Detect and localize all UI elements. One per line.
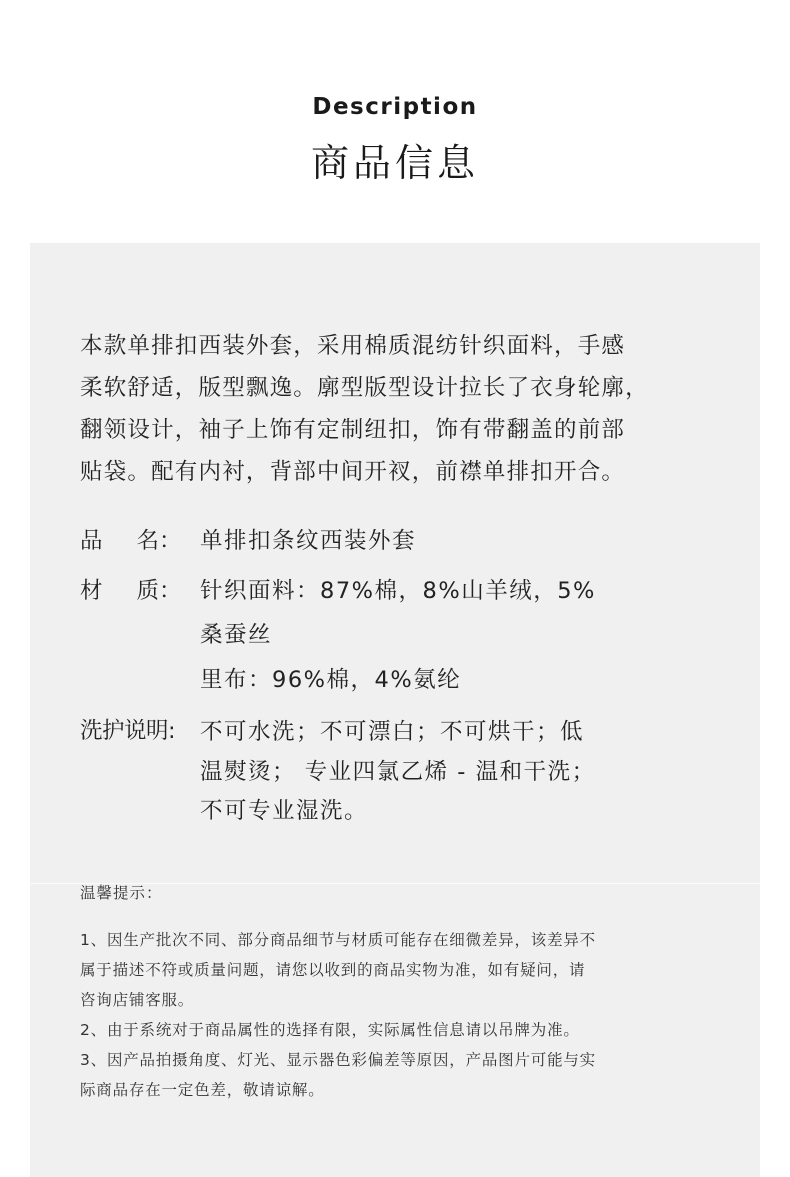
- spec-value-name: 单排扣条纹西装外套: [200, 528, 417, 554]
- spec-label-material-b: 质：: [136, 578, 182, 604]
- spec-label-name: [80, 523, 182, 555]
- product-intro: [80, 325, 720, 493]
- spec-label-material: [80, 573, 182, 605]
- tip-line: 咨询店铺客服。: [80, 991, 195, 1009]
- tips-list: [80, 925, 730, 1105]
- spec-value-care-line: 温熨烫； 专业四氯乙烯 - 温和干洗；: [200, 759, 596, 785]
- intro-line: 翻领设计，袖子上饰有定制纽扣，饰有带翻盖的前部: [80, 417, 626, 443]
- intro-line: 本款单排扣西装外套，采用棉质混纺针织面料，手感: [80, 333, 626, 359]
- spec-value-material-line: 针织面料：87%棉，8%山羊绒，5%: [200, 578, 596, 604]
- tip-line: 1、因生产批次不同、部分商品细节与材质可能存在细微差异，该差异不: [80, 931, 596, 949]
- tip-line: 3、因产品拍摄角度、灯光、显示器色彩偏差等原因，产品图片可能与实: [80, 1051, 596, 1069]
- intro-line: 柔软舒适，版型飘逸。廓型版型设计拉长了衣身轮廓，: [80, 375, 649, 401]
- spec-label-material-a: 材: [80, 578, 103, 604]
- intro-line: 贴袋。配有内衬，背部中间开衩，前襟单排扣开合。: [80, 459, 626, 485]
- description-heading-en: Description: [312, 94, 478, 120]
- tips-title: 温馨提示：: [80, 884, 163, 902]
- tip-line: 际商品存在一定色差，敬请谅解。: [80, 1081, 325, 1099]
- spec-value-material-line: 桑蚕丝: [200, 622, 273, 648]
- spec-value-care-line: 不可专业湿洗。: [200, 798, 369, 824]
- description-panel: [30, 243, 760, 1177]
- tip-line: 属于描述不符或质量问题，请您以收到的商品实物为准，如有疑问，请: [80, 961, 586, 979]
- spec-value-care-line: 不可水洗；不可漂白；不可烘干；低: [200, 719, 585, 745]
- tip-line: 2、由于系统对于商品属性的选择有限，实际属性信息请以吊牌为准。: [80, 1021, 580, 1039]
- spec-label-name-b: 名：: [136, 528, 182, 554]
- spec-label-name-a: 品: [80, 528, 103, 554]
- description-heading-cn: 商品信息: [310, 141, 479, 185]
- spec-label-care: 洗护说明:: [80, 718, 176, 744]
- spec-value-material-line: 里布：96%棉，4%氨纶: [200, 667, 462, 693]
